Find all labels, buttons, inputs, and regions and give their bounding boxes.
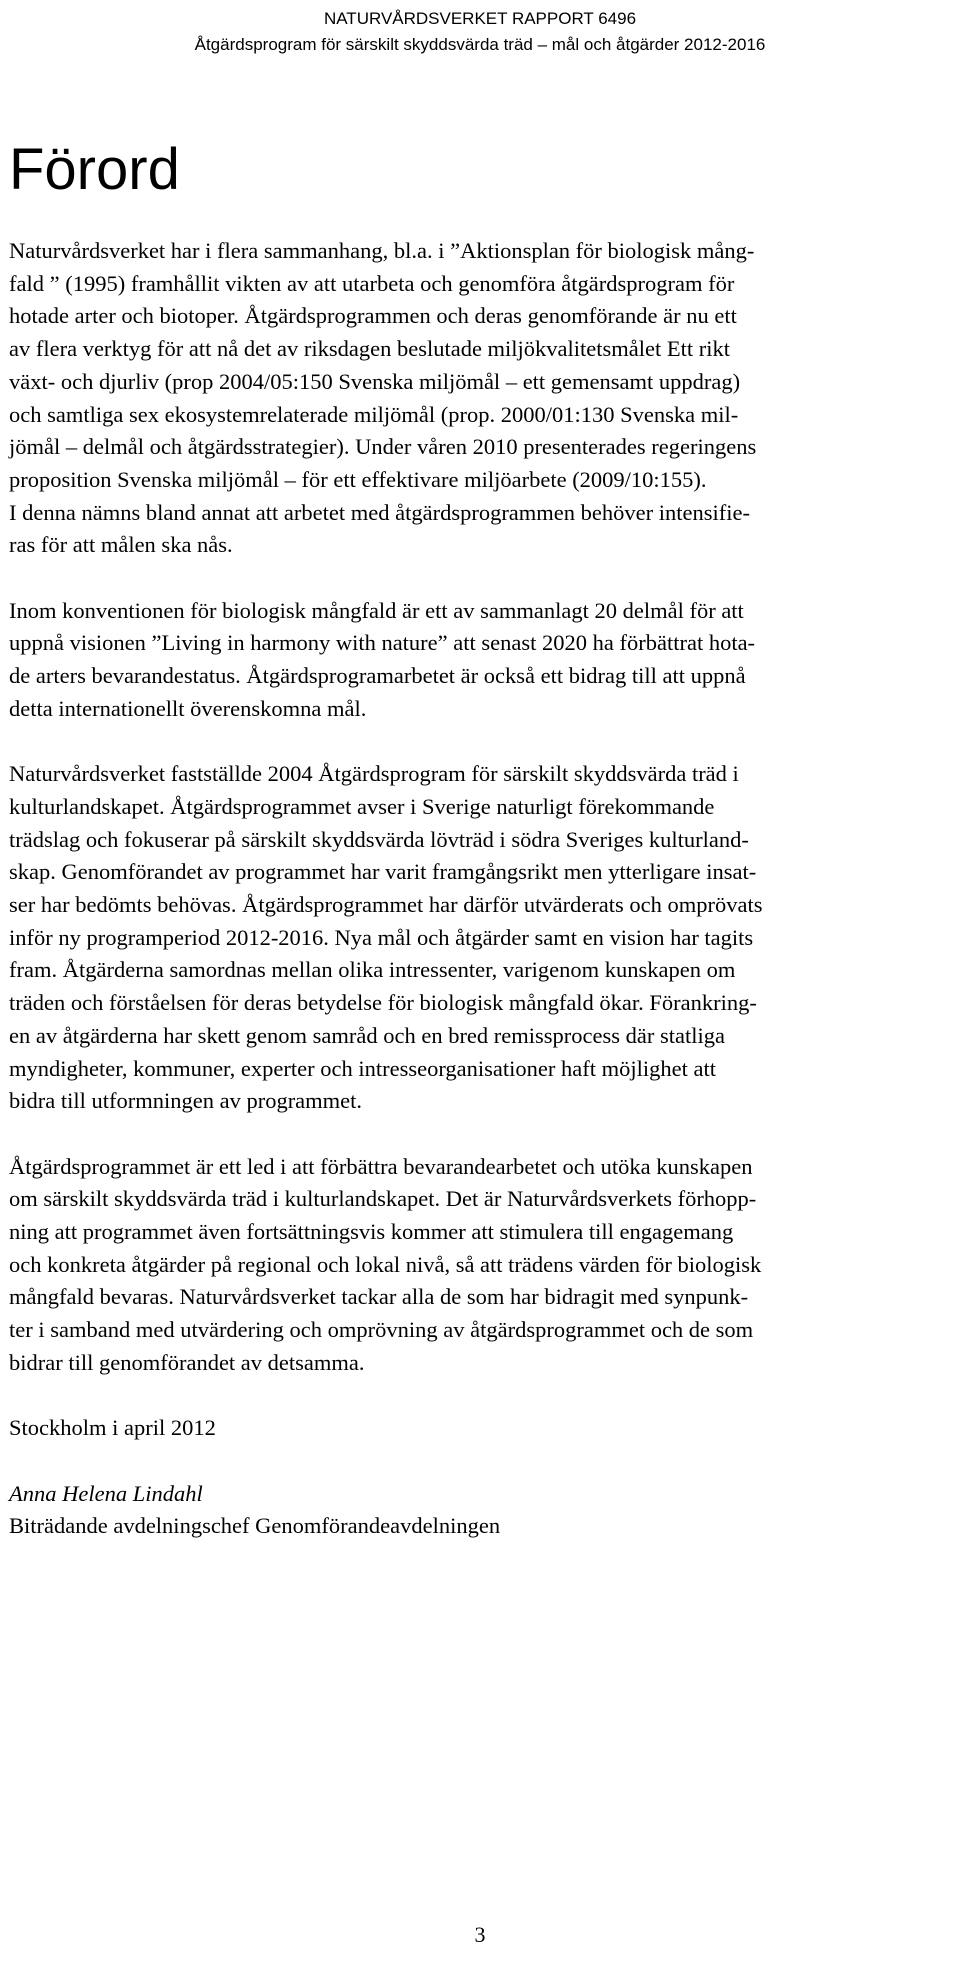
text-line: de arters bevarandestatus. Åtgärdsprogramarbetet är också ett bidrag till att uppnå [9,663,746,689]
report-subtitle: Åtgärdsprogram för särskilt skyddsvärda träd – mål och åtgärder 2012-2016 [194,35,766,54]
text-line: jömål – delmål och åtgärdsstrategier). Under våren 2010 presenterades regeringens [9,434,757,460]
text-line: proposition Svenska miljömål – för ett effektivare miljöarbete (2009/10:155). [9,466,707,492]
text-line: kulturlandskapet. Åtgärdsprogrammet avser i Sverige naturligt förekommande [9,793,715,819]
signer-name: Anna Helena Lindahl [9,1480,203,1506]
text-line: och samtliga sex ekosystemrelaterade miljömål (prop. 2000/01:130 Svenska mil- [9,401,739,427]
signer-role: Biträdande avdelningschef Genomförandeavdelningen [9,1513,501,1539]
text-line: trädslag och fokuserar på särskilt skyddsvärda lövträd i södra Sveriges kulturland- [9,826,749,852]
text-line: ter i samband med utvärdering och omprövning av åtgärdsprogrammet och de som [9,1317,754,1343]
paragraph [9,595,947,726]
text-line: bidrar till genomförandet av detsamma. [9,1349,365,1375]
text-line: inför ny programperiod 2012-2016. Nya mål och åtgärder samt en vision har tagits [9,924,754,950]
text-line: och konkreta åtgärder på regional och lokal nivå, så att trädens värden för biologisk [9,1251,762,1277]
text-line: detta internationellt överenskomna mål. [9,695,367,721]
text-line: bidra till utformningen av programmet. [9,1088,363,1114]
text-line: hotade arter och biotoper. Åtgärdsprogrammen och deras genomförande är nu ett [9,303,737,329]
body-text [9,235,947,1543]
text-line: uppnå visionen ”Living in harmony with nature” att senast 2020 ha förbättrat hota- [9,630,756,656]
report-name: NATURVÅRDSVERKET RAPPORT 6496 [323,9,637,28]
text-line: fald ” (1995) framhållit vikten av att utarbeta och genomföra åtgärdsprogram för [9,270,735,296]
paragraph [9,235,947,562]
text-line: I denna nämns bland annat att arbetet med åtgärdsprogrammen behöver intensifie- [9,499,750,525]
text-line: ras för att målen ska nås. [9,532,233,558]
text-line: växt- och djurliv (prop 2004/05:150 Svenska miljömål – ett gemensamt uppdrag) [9,368,741,394]
text-line: ning att programmet även fortsättningsvis kommer att stimulera till engagemang [9,1219,734,1245]
text-line: träden och förståelsen för deras betydelse för biologisk mångfald ökar. Förankring- [9,990,757,1016]
page-number: 3 [474,1922,486,1947]
text-line: Åtgärdsprogrammet är ett led i att förbättra bevarandearbetet och utöka kunskapen [9,1153,753,1179]
text-line: skap. Genomförandet av programmet har varit framgångsrikt men ytterligare insat- [9,859,757,885]
text-line: ser har bedömts behövas. Åtgärdsprogrammet har därför utvärderats och omprövats [9,892,763,918]
text-line: fram. Åtgärderna samordnas mellan olika intressenter, varigenom kunskapen om [9,957,736,983]
text-line: mångfald bevaras. Naturvårdsverket tackar alla de som har bidragit med synpunk- [9,1284,749,1310]
paragraph [9,758,947,1118]
paragraph [9,1151,947,1380]
text-line: av flera verktyg för att nå det av riksdagen beslutade miljökvalitetsmålet Ett rikt [9,336,731,362]
page-title: Förord [9,137,180,202]
text-line: myndigheter, kommuner, experter och intresseorganisationer haft möjlighet att [9,1055,716,1081]
text-line: Naturvårdsverket har i flera sammanhang, bl.a. i ”Aktionsplan för biologisk mång- [9,238,755,263]
text-line: Inom konventionen för biologisk mångfald är ett av sammanlagt 20 delmål för att [9,597,744,623]
place-and-date: Stockholm i april 2012 [9,1415,216,1441]
signature-block [9,1478,947,1543]
text-line: om särskilt skyddsvärda träd i kulturlandskapet. Det är Naturvårdsverkets förhopp- [9,1186,757,1212]
text-line: Naturvårdsverket fastställde 2004 Åtgärdsprogram för särskilt skyddsvärda träd i [9,761,739,787]
text-line: en av åtgärderna har skett genom samråd och en bred remissprocess där statliga [9,1022,725,1048]
running-header [0,6,960,58]
